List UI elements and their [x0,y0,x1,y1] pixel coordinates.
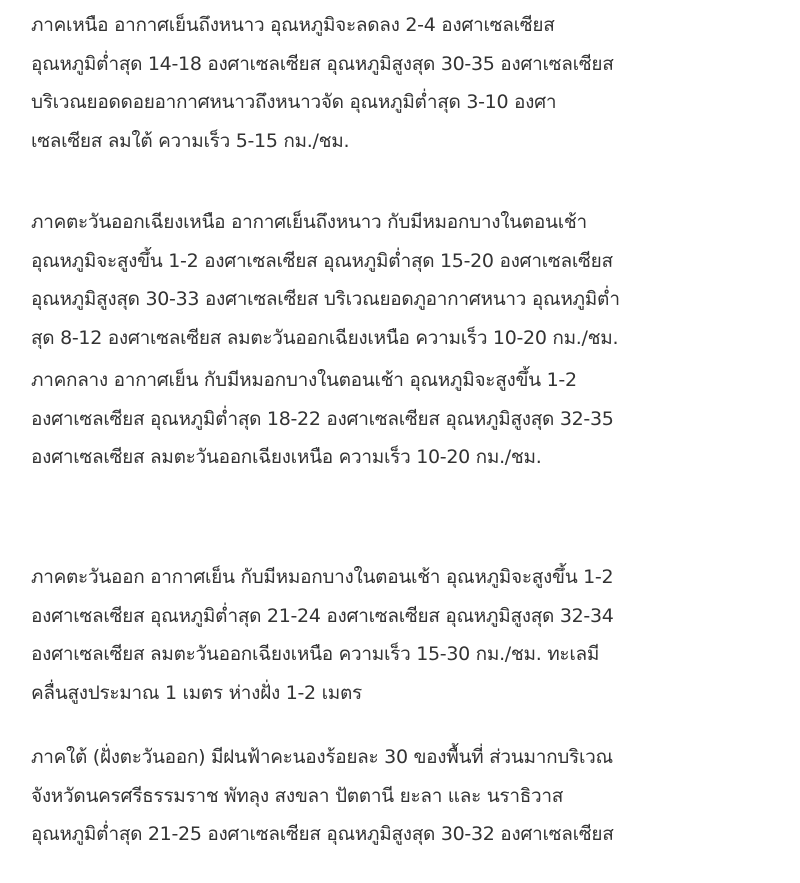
text-line: ภาคเหนือ อากาศเย็นถึงหนาว อุณหภูมิจะลดลง 2-4 องศาเซลเซียส [31,14,555,36]
forecast-central-paragraph [31,361,614,477]
text-line: อุณหภูมิต่ำสุด 21-25 องศาเซลเซียส อุณหภูมิสูงสุด 30-32 องศาเซลเซียส [31,823,614,846]
forecast-northeast-paragraph [31,203,620,357]
text-line: สุด 8-12 องศาเซลเซียส ลมตะวันออกเฉียงเหนือ ความเร็ว 10-20 กม./ชม. [31,326,619,349]
text-line: ภาคตะวันออกเฉียงเหนือ อากาศเย็นถึงหนาว กับมีหมอกบางในตอนเช้า [31,211,587,233]
text-line: คลื่นสูงประมาณ 1 เมตร ห่างฝั่ง 1-2 เมตร [31,681,362,704]
text-line: อุณหภูมิจะสูงขึ้น 1-2 องศาเซลเซียส อุณหภูมิต่ำสุด 15-20 องศาเซลเซียส [31,249,613,272]
text-line: อุณหภูมิสูงสุด 30-33 องศาเซลเซียส บริเวณยอดภูอากาศหนาว อุณหภูมิต่ำ [31,288,620,311]
text-line: บริเวณยอดดอยอากาศหนาวถึงหนาวจัด อุณหภูมิต่ำสุด 3-10 องศา [31,91,557,114]
text-line: องศาเซลเซียส อุณหภูมิต่ำสุด 18-22 องศาเซลเซียส อุณหภูมิสูงสุด 32-35 [31,407,614,430]
forecast-south-east-coast-paragraph [31,738,614,854]
text-line: ภาคใต้ (ฝั่งตะวันออก) มีฝนฟ้าคะนองร้อยละ 30 ของพื้นที่ ส่วนมากบริเวณ [31,746,613,768]
text-line: จังหวัดนครศรีธรรมราช พัทลุง สงขลา ปัตตานี ยะลา และ นราธิวาส [31,784,564,807]
text-line: เซลเซียส ลมใต้ ความเร็ว 5-15 กม./ชม. [31,129,350,152]
text-line: องศาเซลเซียส ลมตะวันออกเฉียงเหนือ ความเร็ว 10-20 กม./ชม. [31,446,542,469]
text-line: ภาคกลาง อากาศเย็น กับมีหมอกบางในตอนเช้า อุณหภูมิจะสูงขึ้น 1-2 [31,369,577,391]
forecast-north-paragraph [31,6,614,160]
forecast-east-paragraph [31,558,614,712]
text-line: องศาเซลเซียส ลมตะวันออกเฉียงเหนือ ความเร็ว 15-30 กม./ชม. ทะเลมี [31,643,600,666]
text-line: อุณหภูมิต่ำสุด 14-18 องศาเซลเซียส อุณหภูมิสูงสุด 30-35 องศาเซลเซียส [31,52,614,75]
text-line: องศาเซลเซียส อุณหภูมิต่ำสุด 21-24 องศาเซลเซียส อุณหภูมิสูงสุด 32-34 [31,604,614,627]
text-line: ภาคตะวันออก อากาศเย็น กับมีหมอกบางในตอนเช้า อุณหภูมิจะสูงขึ้น 1-2 [31,566,614,588]
